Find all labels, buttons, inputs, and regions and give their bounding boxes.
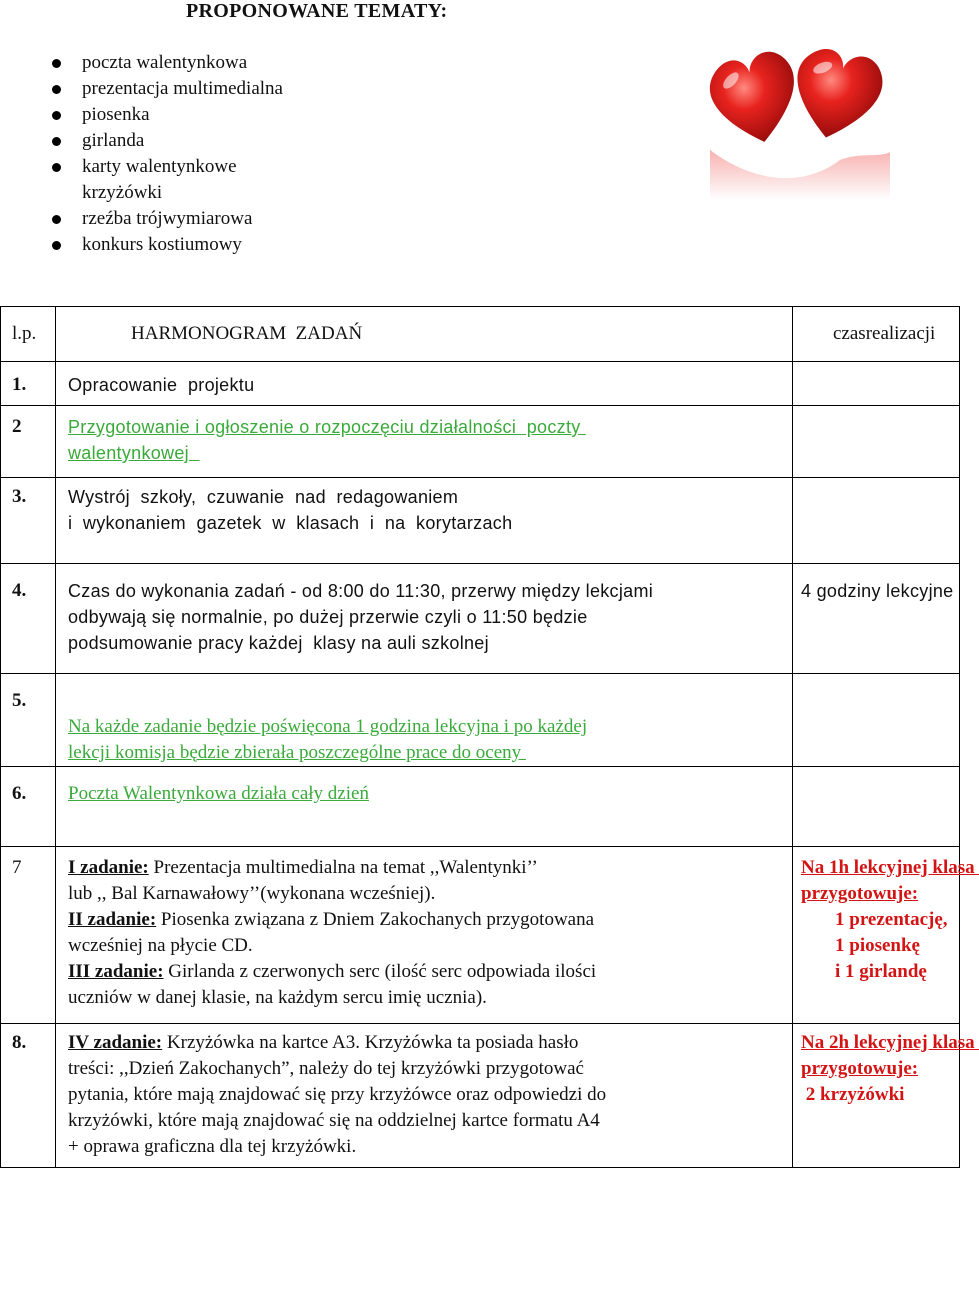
topic-label: girlanda: [82, 130, 145, 151]
topic-item: [48, 102, 283, 128]
task-line: [68, 1108, 786, 1134]
task-line: odbywają się normalnie, po dużej przerwie czyli o 11:50 będzie: [68, 607, 588, 627]
row-number-label: 1.: [12, 374, 27, 395]
row-task: [56, 406, 793, 478]
row-task: [56, 674, 793, 767]
row-task: [56, 362, 793, 406]
lp-header: [1, 307, 56, 362]
table-row: [1, 478, 960, 564]
row-number-label: 3.: [12, 486, 27, 507]
task-line: [68, 959, 786, 985]
row-time: [793, 478, 960, 564]
row-number-label: 6.: [12, 783, 27, 804]
table-row: [1, 362, 960, 406]
row-time: [793, 674, 960, 767]
topic-item: [48, 76, 283, 102]
row-time: [793, 767, 960, 847]
task-text: treści: ,,Dzień Zakochanych”, należy do tej krzyżówki przygotować: [68, 1058, 584, 1079]
task-text: Girlanda z czerwonych serc (ilość serc odpowiada ilości: [163, 961, 597, 982]
table-row: [1, 767, 960, 847]
row-time: [793, 847, 979, 1024]
time-header-a: czas: [833, 323, 866, 344]
table-row: [1, 564, 960, 674]
task-label: III zadanie:: [68, 961, 164, 982]
task-line: podsumowanie pracy każdej klasy na auli szkolnej: [68, 633, 489, 653]
topic-item: [48, 50, 283, 76]
time-item: 1 piosenkę: [835, 935, 920, 956]
task-line: [68, 1082, 786, 1108]
row-task: [56, 564, 793, 674]
task-text: krzyżówki, które mają znajdować się na oddzielnej kartce formatu A4: [68, 1110, 600, 1131]
time-head-line: Na 2h lekcyjnej klasa: [801, 1032, 979, 1053]
task-text: Piosenka związana z Dniem Zakochanych przygotowana: [156, 909, 595, 930]
time-header-b: realizacji: [865, 323, 936, 344]
topics-list: [48, 50, 283, 258]
task-line: Poczta Walentynkowa działa cały dzień: [68, 783, 369, 804]
topic-item: [48, 180, 283, 206]
row-number: [1, 564, 56, 674]
bullet-icon: [52, 111, 61, 120]
row-time: [793, 362, 960, 406]
bullet-icon: [52, 215, 61, 224]
time-label: 4 godziny lekcyjne: [801, 581, 954, 601]
row-number: [1, 674, 56, 767]
task-line: [68, 855, 786, 881]
time-header-labels: [801, 323, 959, 345]
row-time: [793, 564, 960, 674]
topic-label: prezentacja multimedialna: [82, 78, 283, 99]
row-number-label: 2: [12, 416, 22, 437]
topic-item: [48, 206, 283, 232]
row-number: [1, 767, 56, 847]
task-line: [68, 933, 786, 959]
topic-label: krzyżówki: [82, 182, 163, 203]
tasks-header-label: HARMONOGRAM ZADAŃ: [131, 323, 363, 344]
row-number: [1, 478, 56, 564]
time-head-line: przygotowuje:: [801, 883, 919, 904]
task-line: Czas do wykonania zadań - od 8:00 do 11:30, przerwy między lekcjami: [68, 581, 654, 601]
topic-label: karty walentynkowe: [82, 156, 237, 177]
row-number: [1, 362, 56, 406]
row-number-label: 8.: [12, 1032, 27, 1053]
table-row: [1, 674, 960, 767]
task-label: IV zadanie:: [68, 1032, 163, 1053]
row-time: [793, 406, 960, 478]
tasks-header: [56, 307, 793, 362]
bullet-icon: [52, 137, 61, 146]
task-text: pytania, które mają znajdować się przy krzyżówce oraz odpowiedzi do: [68, 1084, 607, 1105]
page-title: PROPONOWANE TEMATY:: [186, 0, 448, 22]
time-item: 1 prezentację,: [835, 909, 948, 930]
task-line: [68, 985, 786, 1011]
task-line: [68, 1030, 786, 1056]
bullet-icon: [52, 59, 61, 68]
row-task: [56, 767, 793, 847]
row-task: [56, 847, 793, 1024]
row-number-label: 5.: [12, 690, 27, 711]
row-number-label: 4.: [12, 580, 27, 601]
schedule-table: [0, 306, 979, 1168]
row-task: [56, 1024, 793, 1168]
row-number: [1, 1024, 56, 1168]
task-label: II zadanie:: [68, 909, 157, 930]
task-text: Prezentacja multimedialna na temat ,,Walentynki’’: [148, 857, 538, 878]
task-line: Przygotowanie i ogłoszenie o rozpoczęciu działalności poczty: [68, 417, 586, 437]
table-row: [1, 847, 960, 1024]
hearts-image: [690, 40, 910, 210]
time-item: i 1 girlandę: [835, 961, 927, 982]
task-text: wcześniej na płycie CD.: [68, 935, 253, 956]
row-number: [1, 406, 56, 478]
topic-label: konkurs kostiumowy: [82, 234, 242, 255]
time-item: 2 krzyżówki: [801, 1084, 905, 1105]
topic-label: rzeźba trójwymiarowa: [82, 208, 253, 229]
topic-item: [48, 128, 283, 154]
task-text: lub ,, Bal Karnawałowy’’(wykonana wcześniej).: [68, 883, 436, 904]
time-head-line: przygotowuje:: [801, 1058, 919, 1079]
time-header: [793, 307, 960, 362]
bullet-icon: [52, 241, 61, 250]
task-line: [68, 1056, 786, 1082]
row-task: [56, 478, 793, 564]
row-number-label: 7: [12, 857, 22, 878]
topic-label: poczta walentynkowa: [82, 52, 248, 73]
bullet-icon: [52, 85, 61, 94]
row-number: [1, 847, 56, 1024]
task-text: Krzyżówka na kartce A3. Krzyżówka ta posiada hasło: [162, 1032, 579, 1053]
task-line: walentynkowej: [68, 443, 200, 463]
topic-label: piosenka: [82, 104, 150, 125]
table-row: [1, 406, 960, 478]
task-line: Na każde zadanie będzie poświęcona 1 godzina lekcyjna i po każdej: [68, 716, 588, 737]
row-time: [793, 1024, 979, 1168]
task-line: [68, 1134, 786, 1160]
table-row: [1, 307, 960, 362]
task-line: Wystrój szkoły, czuwanie nad redagowaniem: [68, 487, 459, 507]
topic-item: [48, 154, 283, 180]
task-text: uczniów w danej klasie, na każdym sercu imię ucznia).: [68, 987, 487, 1008]
task-line: [68, 881, 786, 907]
task-text: + oprawa graficzna dla tej krzyżówki.: [68, 1136, 357, 1157]
lp-header-label: l.p.: [12, 323, 37, 344]
table-row: [1, 1024, 960, 1168]
task-line: i wykonaniem gazetek w klasach i na korytarzach: [68, 513, 513, 533]
task-line: Opracowanie projektu: [68, 375, 255, 395]
task-line: lekcji komisja będzie zbierała poszczególne prace do oceny: [68, 742, 526, 763]
time-head-line: Na 1h lekcyjnej klasa: [801, 857, 979, 878]
topic-item: [48, 232, 283, 258]
task-line: [68, 907, 786, 933]
bullet-icon: [52, 163, 61, 172]
task-label: I zadanie:: [68, 857, 149, 878]
